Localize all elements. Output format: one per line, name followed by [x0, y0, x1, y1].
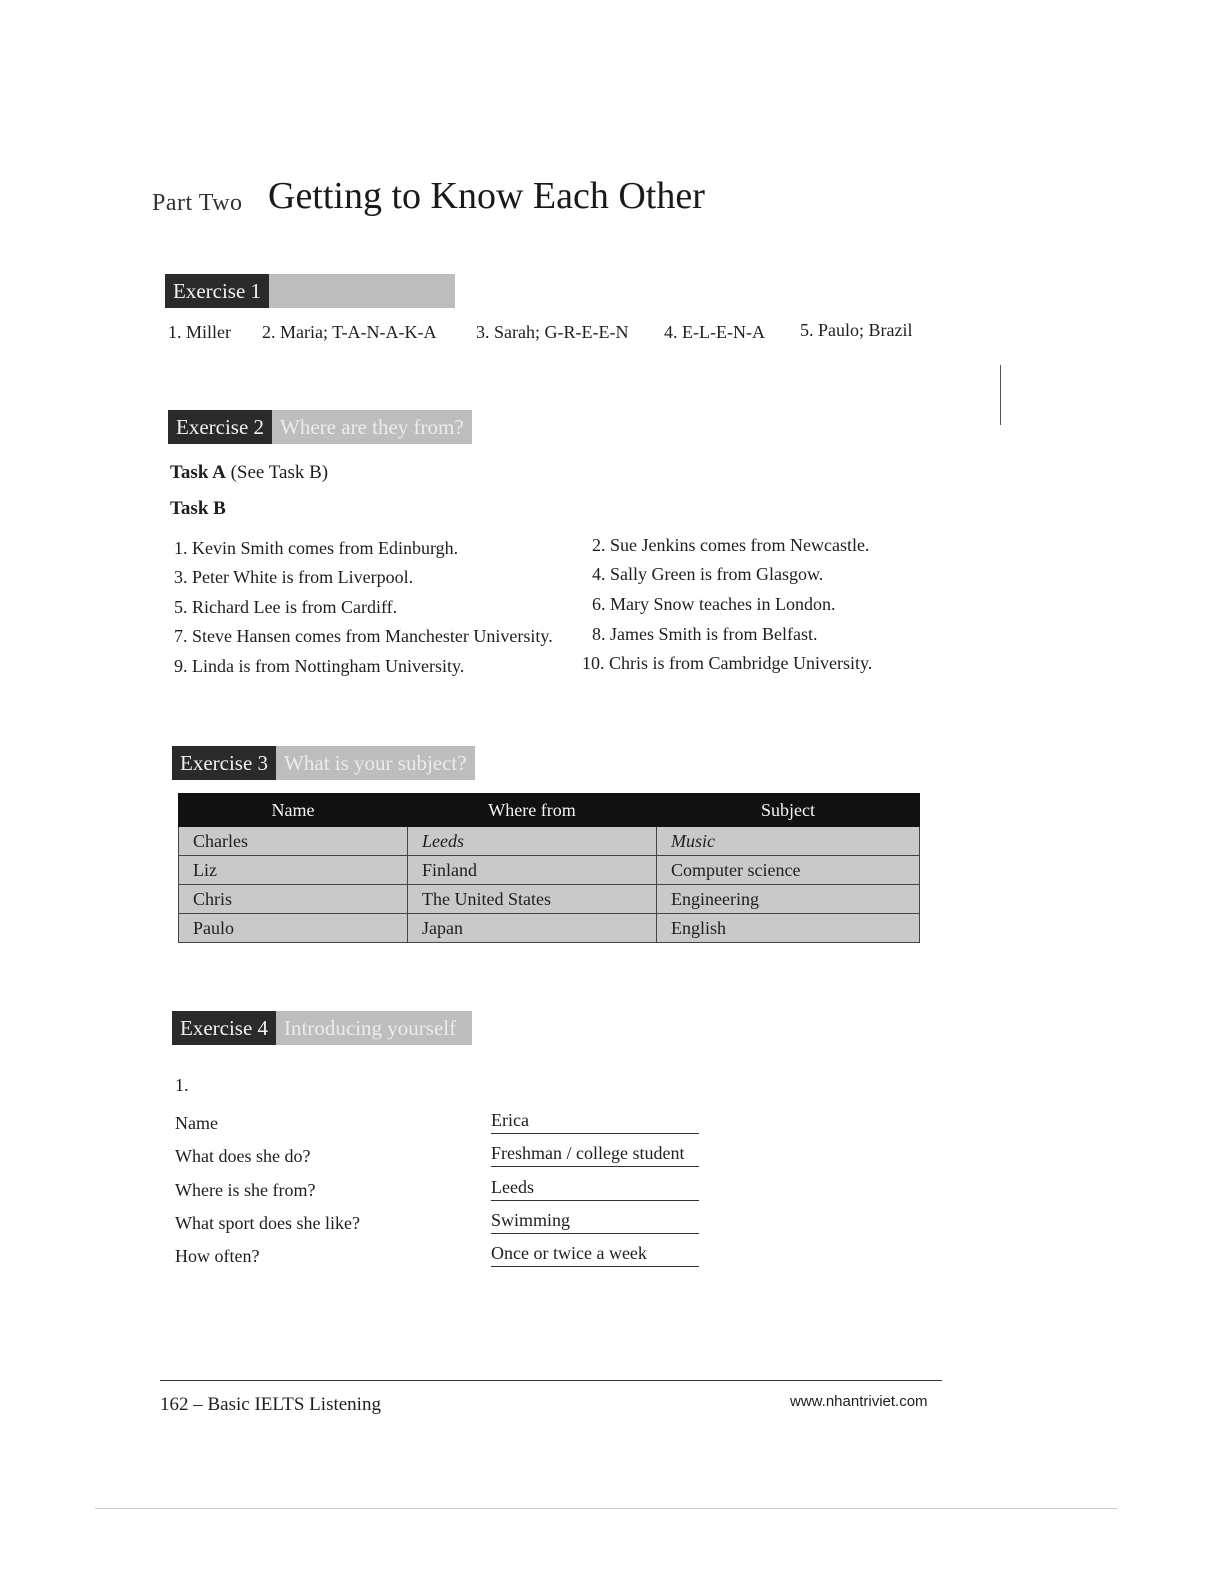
form-value-occupation: Freshman / college student: [491, 1143, 699, 1167]
footer-rule: [160, 1380, 942, 1381]
exercise-3-subtitle: What is your subject?: [276, 746, 475, 780]
form-label-sport: What sport does she like?: [175, 1213, 360, 1233]
table-row: [179, 827, 920, 856]
table-row: [179, 885, 920, 914]
ex2-answer-9: 9. Linda is from Nottingham University.: [174, 656, 465, 676]
task-a: [170, 462, 328, 484]
cell-where-from: Finland: [408, 856, 657, 885]
ex2-answer-6: 6. Mary Snow teaches in London.: [592, 594, 836, 614]
form-label-frequency: How often?: [175, 1246, 260, 1266]
ex2-answer-3: 3. Peter White is from Liverpool.: [174, 567, 414, 587]
task-b-label: Task B: [170, 498, 226, 519]
form-value-sport: Swimming: [491, 1210, 699, 1234]
exercise-3-badge: Exercise 3: [172, 746, 276, 780]
ex1-answer-5: 5. Paulo; Brazil: [800, 320, 913, 340]
cell-name: Charles: [179, 827, 408, 856]
page-number: 162: [160, 1394, 189, 1415]
website: www.nhantriviet.com: [790, 1393, 928, 1410]
ex1-answer-1: 1. Miller: [168, 322, 231, 342]
ex1-answer-2: 2. Maria; T-A-N-A-K-A: [262, 322, 437, 342]
table-row: [179, 914, 920, 943]
ex2-answer-5: 5. Richard Lee is from Cardiff.: [174, 597, 398, 617]
cell-where-from: The United States: [408, 885, 657, 914]
exercise-1-header: [165, 274, 455, 308]
cell-subject: Computer science: [657, 856, 920, 885]
ex2-answer-2: 2. Sue Jenkins comes from Newcastle.: [592, 535, 870, 555]
cell-where-from: Leeds: [408, 827, 657, 856]
margin-mark: [1000, 365, 1001, 425]
ex2-answer-8: 8. James Smith is from Belfast.: [592, 624, 818, 644]
scan-edge-rule: [95, 1508, 1118, 1509]
col-subject: Subject: [657, 794, 920, 827]
ex2-answer-4: 4. Sally Green is from Glasgow.: [592, 564, 824, 584]
form-label-name: Name: [175, 1113, 218, 1133]
cell-subject: Engineering: [657, 885, 920, 914]
task-b: [170, 498, 226, 520]
exercise-4-header: [172, 1011, 472, 1045]
ex2-answer-10: 10. Chris is from Cambridge University.: [582, 653, 873, 673]
form-label-occupation: What does she do?: [175, 1146, 311, 1166]
task-a-note: (See Task B): [230, 462, 329, 483]
exercise-3-header: [172, 746, 475, 780]
cell-name: Liz: [179, 856, 408, 885]
table-row: [179, 856, 920, 885]
cell-where-from: Japan: [408, 914, 657, 943]
task-a-label: Task A: [170, 462, 226, 483]
exercise-4-subtitle: Introducing yourself: [276, 1011, 472, 1045]
footer-left: [160, 1394, 381, 1416]
form-value-origin: Leeds: [491, 1177, 699, 1201]
exercise-2-subtitle: Where are they from?: [272, 410, 472, 444]
form-value-name: Erica: [491, 1110, 699, 1134]
col-where-from: Where from: [408, 794, 657, 827]
exercise-2-badge: Exercise 2: [168, 410, 272, 444]
form-label-origin: Where is she from?: [175, 1180, 316, 1200]
cell-name: Chris: [179, 885, 408, 914]
exercise-1-badge: Exercise 1: [165, 274, 269, 308]
ex1-answer-3: 3. Sarah; G-R-E-E-N: [476, 322, 629, 342]
ex1-answer-4: 4. E-L-E-N-A: [664, 322, 765, 342]
exercise-1-subtitle: [269, 274, 455, 308]
exercise-2-header: [168, 410, 472, 444]
ex4-item-number: 1.: [175, 1075, 189, 1095]
cell-subject: Music: [657, 827, 920, 856]
book-title: – Basic IELTS Listening: [193, 1394, 381, 1415]
form-value-frequency: Once or twice a week: [491, 1243, 699, 1267]
col-name: Name: [179, 794, 408, 827]
page-title: Getting to Know Each Other: [268, 175, 705, 217]
cell-subject: English: [657, 914, 920, 943]
subjects-table: [178, 793, 920, 943]
ex2-answer-7: 7. Steve Hansen comes from Manchester University.: [174, 626, 553, 646]
exercise-4-badge: Exercise 4: [172, 1011, 276, 1045]
ex2-answer-1: 1. Kevin Smith comes from Edinburgh.: [174, 538, 459, 558]
table-header-row: [179, 794, 920, 827]
part-label: Part Two: [152, 190, 243, 216]
cell-name: Paulo: [179, 914, 408, 943]
